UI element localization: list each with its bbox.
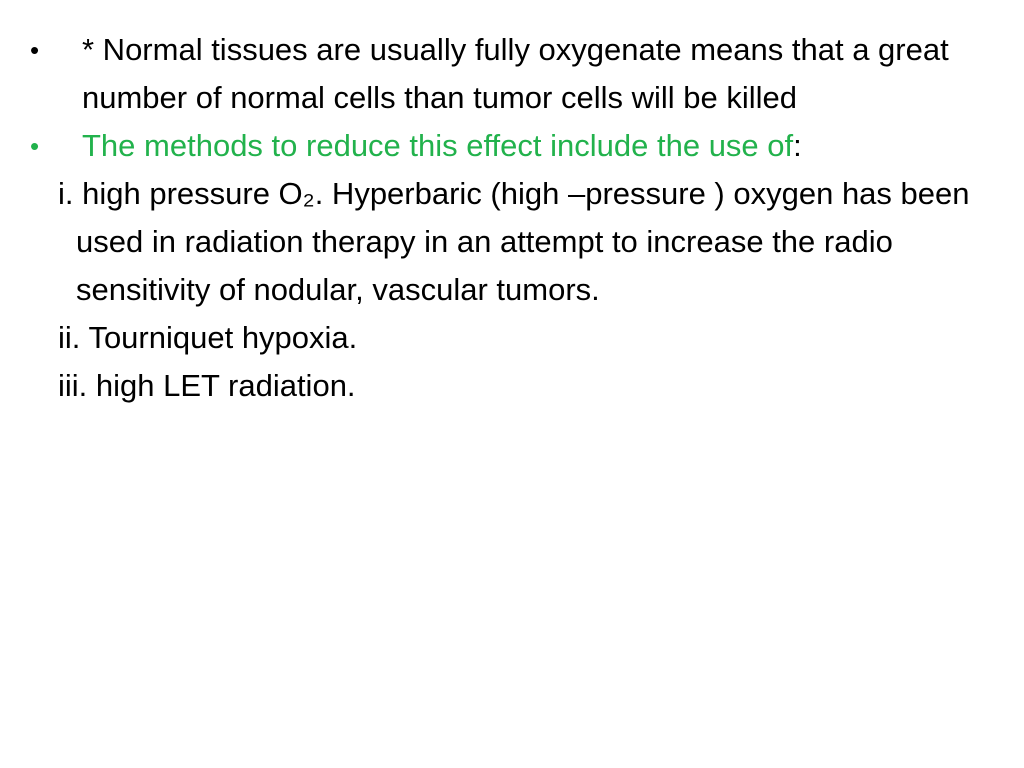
bullet-item [0,122,1024,170]
bullet-suffix: : [793,128,802,163]
slide-body [0,26,1024,410]
sub-item: iii. high LET radiation. [58,368,356,403]
sub-item: i. high pressure O₂. Hyperbaric (high –pressure ) oxygen has been used in radiation therapy in an attempt to increase the radio sensitivity of nodular, vascular tumors. [58,176,970,307]
bullet-icon: • [30,131,40,161]
bullet-item [0,26,1024,122]
bullet-text: * Normal tissues are usually fully oxygenate means that a great number of normal cells than tumor cells will be killed [82,32,949,115]
bullet-icon: • [30,35,40,65]
bullet-text: The methods to reduce this effect include the use of [82,128,794,163]
sub-item: ii. Tourniquet hypoxia. [58,320,358,355]
